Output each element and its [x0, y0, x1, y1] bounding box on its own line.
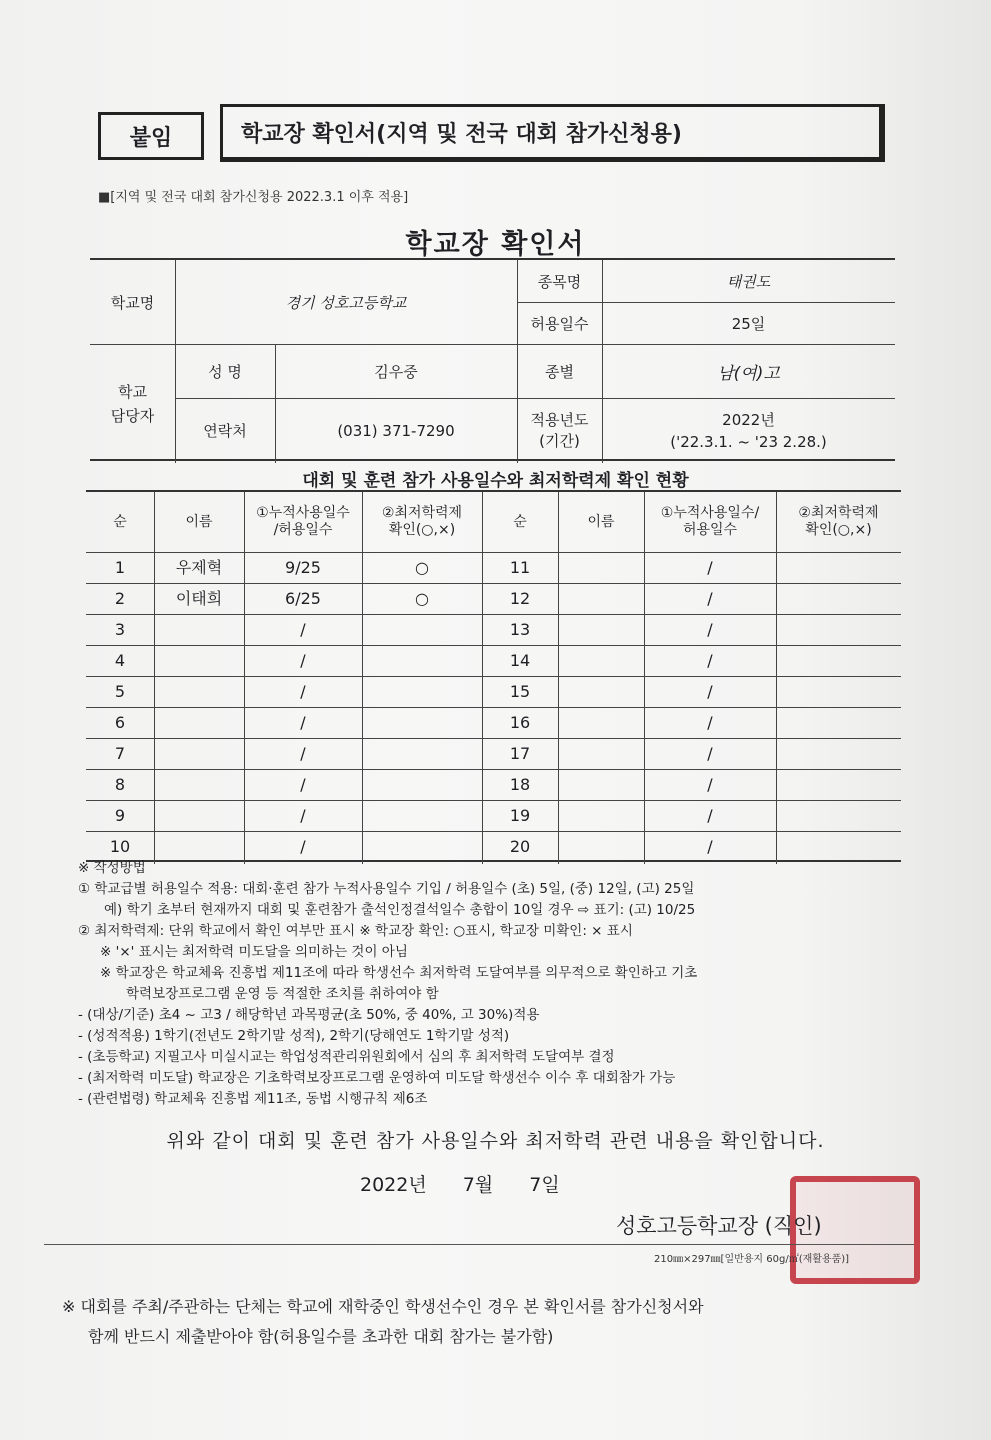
- usage-days: /: [707, 743, 713, 763]
- divider: [44, 1244, 914, 1245]
- column-divider: [154, 492, 155, 864]
- usage-days: /: [300, 619, 306, 639]
- usage-days: /: [707, 805, 713, 825]
- date-month: 7월: [462, 1174, 494, 1196]
- usage-days: /: [707, 557, 713, 577]
- usage-days: /: [707, 650, 713, 670]
- event-label: 종목명: [537, 272, 582, 291]
- instruction-line: - (관련법령) 학교체육 진흥법 제11조, 동법 시행규칙 제6조: [78, 1091, 428, 1107]
- academic-check: [776, 552, 901, 583]
- athlete-name: [154, 769, 244, 800]
- usage-days: /: [707, 774, 713, 794]
- column-header: ①누적사용일수/ 허용일수: [660, 505, 760, 538]
- row-number: 13: [509, 619, 531, 639]
- academic-check: [362, 614, 482, 645]
- column-header: ②최저학력제 확인(○,×): [798, 505, 879, 538]
- column-divider: [482, 492, 483, 864]
- allowed-days-value: 25일: [731, 314, 766, 333]
- academic-check: [362, 738, 482, 769]
- instruction-line: ※ 작성방법: [78, 860, 146, 876]
- column-divider: [244, 492, 245, 864]
- instruction-line: - (최저학력 미도달) 학교장은 기초학력보장프로그램 운영하여 미도달 학생선수 이수 후 대회참가 가능: [78, 1070, 676, 1086]
- period-year: 2022년: [722, 410, 775, 429]
- usage-days: /: [707, 619, 713, 639]
- athlete-name: [154, 645, 244, 676]
- instruction-line: ※ 학교장은 학교체육 진흥법 제11조에 따라 학생선수 최저학력 도달여부를 의무적으로 확인하고 기초: [100, 965, 698, 981]
- row-number: 20: [509, 836, 531, 856]
- column-header: 이름: [185, 513, 213, 530]
- section-title: 대회 및 훈련 참가 사용일수와 최저학력제 확인 현황: [302, 471, 689, 491]
- usage-days: /: [300, 650, 306, 670]
- row-number: 17: [509, 743, 531, 763]
- column-header: ①누적사용일수 /허용일수: [256, 505, 350, 538]
- academic-check: [776, 583, 901, 614]
- contact-label: 연락처: [203, 422, 247, 440]
- academic-check: ○: [415, 557, 429, 577]
- column-divider: [362, 492, 363, 864]
- footer-line: 함께 반드시 제출받아야 함(허용일수를 초과한 대회 참가는 불가함): [88, 1327, 554, 1346]
- name-value: 김우중: [374, 362, 418, 381]
- athlete-name: 우제혁: [175, 557, 223, 577]
- usage-days: /: [300, 836, 306, 856]
- academic-check: [362, 800, 482, 831]
- academic-check: [776, 738, 901, 769]
- instruction-line: - (성적적용) 1학기(전년도 2학기말 성적), 2학기(당해연도 1학기말 성적): [78, 1028, 510, 1044]
- page-title: 학교장 확인서: [405, 229, 586, 260]
- usage-days: /: [707, 588, 713, 608]
- column-header: ②최저학력제 확인(○,×): [381, 505, 463, 538]
- date-year: 2022년: [360, 1174, 427, 1196]
- academic-check: [776, 707, 901, 738]
- row-number: 18: [509, 774, 531, 794]
- athlete-name: [154, 738, 244, 769]
- instruction-line: ② 최저학력제: 단위 학교에서 확인 여부만 표시 ※ 학교장 확인: ○표시, 학교장 미확인: × 표시: [78, 923, 633, 939]
- event-value: 태권도: [726, 272, 771, 291]
- period-label: 적용년도 (기간): [530, 410, 589, 450]
- date-day: 7일: [529, 1174, 560, 1196]
- footer-note: [62, 1292, 912, 1352]
- athlete-name: [558, 676, 644, 707]
- attachment-tag: 붙임: [98, 112, 204, 160]
- athlete-name: [154, 676, 244, 707]
- application-note: ■[지역 및 전국 대회 참가신청용 2022.3.1 이후 적용]: [98, 190, 409, 205]
- row-number: 19: [509, 805, 531, 825]
- athlete-name: [558, 583, 644, 614]
- academic-check: [362, 645, 482, 676]
- instruction-line: - (대상/기준) 초4 ~ 고3 / 해당학년 과목평균(초 50%, 중 40%, 고 30%)적용: [78, 1007, 540, 1023]
- athlete-name: [558, 800, 644, 831]
- instruction-line: - (초등학교) 지필고사 미실시교는 학업성적관리위원회에서 심의 후 최저학력 도달여부 결정: [78, 1049, 615, 1065]
- athlete-usage-table: [86, 490, 901, 862]
- usage-days: /: [707, 712, 713, 732]
- row-number: 12: [509, 588, 531, 608]
- usage-days: /: [707, 681, 713, 701]
- paper-size-note: 210㎜×297㎜[일반용지 60g/㎡(재활용품)]: [654, 1254, 850, 1265]
- row-number: 6: [114, 712, 126, 732]
- period-value: [602, 398, 895, 463]
- athlete-name: [154, 707, 244, 738]
- footer-line: ※ 대회를 주최/주관하는 단체는 학교에 재학중인 학생선수인 경우 본 확인서를 참가신청서와: [62, 1297, 704, 1316]
- athlete-name: [154, 800, 244, 831]
- row-number: 4: [114, 650, 126, 670]
- row-number: 8: [114, 774, 126, 794]
- gender-label: 종별: [545, 362, 574, 381]
- contact-value: (031) 371-7290: [337, 421, 455, 440]
- athlete-name: [558, 769, 644, 800]
- row-number: 2: [114, 588, 126, 608]
- instruction-line: 예) 학기 초부터 현재까지 대회 및 훈련참가 출석인정결석일수 총합이 10일 경우 ⇨ 표기: (고) 10/25: [104, 902, 696, 918]
- usage-days: /: [300, 681, 306, 701]
- usage-days: /: [300, 774, 306, 794]
- athlete-name: [558, 552, 644, 583]
- column-divider: [558, 492, 559, 864]
- usage-days: /: [300, 712, 306, 732]
- school-info-table: [90, 258, 895, 461]
- academic-check: [776, 800, 901, 831]
- usage-days: 6/25: [285, 588, 321, 608]
- staff-label: 학교 담당자: [110, 382, 155, 425]
- academic-check: [776, 645, 901, 676]
- academic-check: ○: [415, 588, 429, 608]
- athlete-name: [558, 645, 644, 676]
- header-title: 학교장 확인서(지역 및 전국 대회 참가신청용): [220, 104, 885, 162]
- athlete-name: [558, 614, 644, 645]
- usage-days: /: [707, 836, 713, 856]
- school-label: 학교명: [110, 293, 155, 312]
- row-number: 5: [114, 681, 126, 701]
- instruction-line: ① 학교급별 허용일수 적용: 대회·훈련 참가 누적사용일수 기입 / 허용일수 (초) 5일, (중) 12일, (고) 25일: [78, 881, 695, 897]
- column-header: 순: [113, 513, 127, 530]
- gender-value: 남(여)고: [717, 363, 780, 384]
- column-header: 순: [513, 513, 527, 530]
- confirmation-statement: 위와 같이 대회 및 훈련 참가 사용일수와 최저학력 관련 내용을 확인합니다.: [166, 1130, 825, 1152]
- athlete-name: [154, 614, 244, 645]
- column-divider: [644, 492, 645, 864]
- athlete-name: 이태희: [175, 588, 223, 608]
- usage-days: /: [300, 805, 306, 825]
- period-range: ('22.3.1. ~ '23 2.28.): [670, 432, 827, 451]
- writing-instructions: [78, 858, 918, 1110]
- issue-date: [360, 1170, 590, 1197]
- academic-check: [776, 614, 901, 645]
- allowed-days-label: 허용일수: [530, 314, 589, 333]
- usage-days: 9/25: [285, 557, 321, 577]
- academic-check: [776, 676, 901, 707]
- usage-days: /: [300, 743, 306, 763]
- instruction-line: 학력보장프로그램 운영 등 적절한 조치를 취하여야 함: [126, 986, 439, 1002]
- column-header: 이름: [587, 513, 615, 530]
- school-value: 경기 성호고등학교: [285, 293, 407, 312]
- row-number: 9: [114, 805, 126, 825]
- row-number: 10: [109, 836, 131, 856]
- academic-check: [776, 769, 901, 800]
- name-label: 성 명: [208, 362, 242, 381]
- row-number: 7: [114, 743, 126, 763]
- row-number: 1: [114, 557, 126, 577]
- academic-check: [362, 769, 482, 800]
- athlete-name: [558, 707, 644, 738]
- instruction-line: ※ '×' 표시는 최저학력 미도달을 의미하는 것이 아님: [100, 944, 408, 960]
- row-number: 14: [509, 650, 531, 670]
- row-number: 3: [114, 619, 126, 639]
- column-divider: [776, 492, 777, 864]
- academic-check: [362, 707, 482, 738]
- row-number: 16: [509, 712, 531, 732]
- athlete-name: [558, 738, 644, 769]
- academic-check: [362, 676, 482, 707]
- row-number: 11: [509, 557, 531, 577]
- row-number: 15: [509, 681, 531, 701]
- principal-signature: 성호고등학교장 (직인): [616, 1214, 822, 1238]
